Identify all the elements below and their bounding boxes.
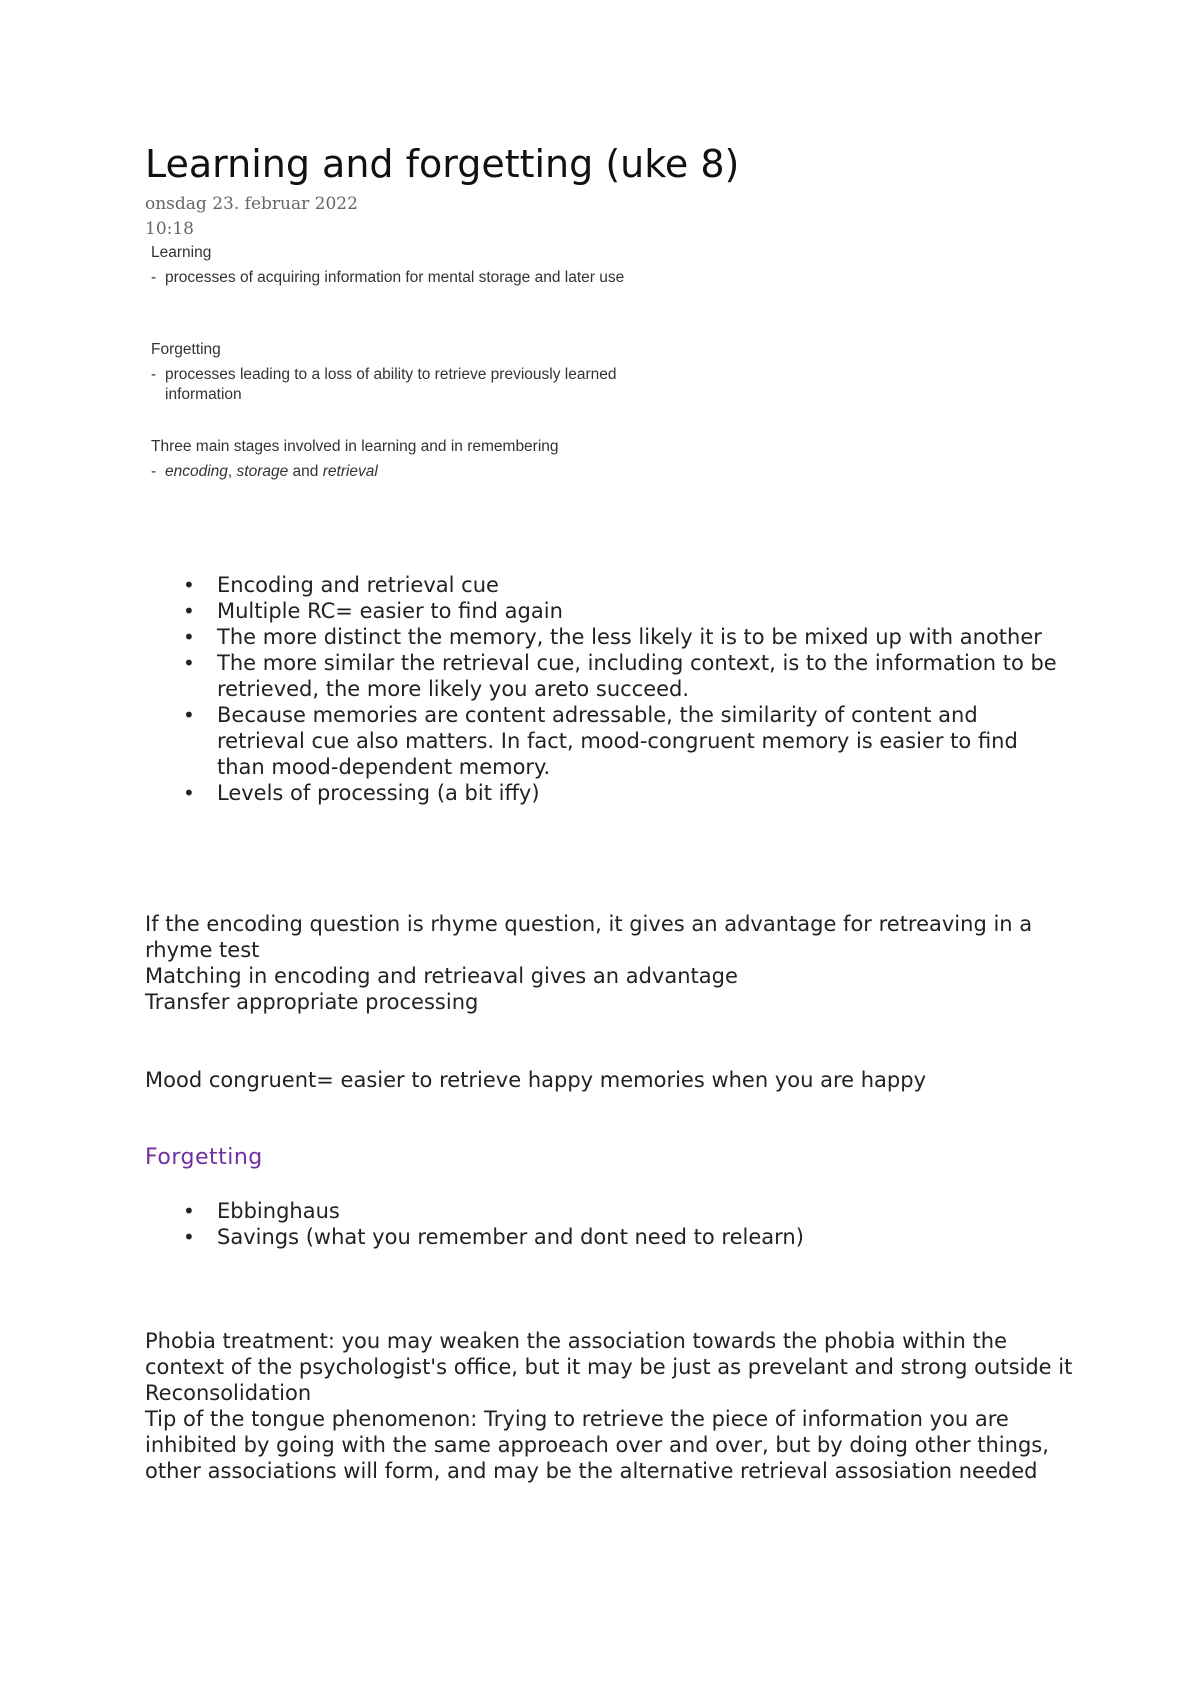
clip-stages-text xyxy=(165,462,671,482)
bullet-icon: • xyxy=(183,1225,195,1249)
dash-icon: - xyxy=(151,269,157,286)
list-item xyxy=(145,1198,1065,1224)
list-item xyxy=(145,650,1065,702)
list-item xyxy=(145,598,1065,624)
list-item-text: Levels of processing (a bit iffy) xyxy=(217,781,540,805)
term-retrieval: retrieval xyxy=(322,463,378,480)
bullet-icon: • xyxy=(183,573,195,597)
clip-stages-item xyxy=(151,462,671,482)
term-encoding: encoding xyxy=(165,463,228,480)
pasted-slide-clipping xyxy=(145,243,685,518)
bullet-list-encoding xyxy=(145,572,1065,806)
bullet-icon: • xyxy=(183,651,195,675)
note-date: onsdag 23. februar 2022 xyxy=(145,194,358,214)
term-and: and xyxy=(288,463,323,480)
paragraph-line: Tip of the tongue phenomenon: Trying to retrieve the piece of information you are inhibited by going with the same approeach over and over, but by doing other things, other associations will form, and may be the alternative retrieval assosiation needed xyxy=(145,1407,1049,1483)
list-item-text: The more distinct the memory, the less likely it is to be mixed up with another xyxy=(217,625,1042,649)
list-item-text: Multiple RC= easier to find again xyxy=(217,599,563,623)
paragraph-phobia-treatment xyxy=(145,1328,1075,1484)
dash-icon: - xyxy=(151,463,157,480)
list-item xyxy=(145,572,1065,598)
bullet-icon: • xyxy=(183,1199,195,1223)
paragraph-line: Transfer appropriate processing xyxy=(145,990,479,1014)
bullet-icon: • xyxy=(183,599,195,623)
paragraph-line: Reconsolidation xyxy=(145,1381,312,1405)
clip-forgetting-heading: Forgetting xyxy=(151,341,221,358)
term-storage: storage xyxy=(236,463,289,480)
clip-forgetting-item xyxy=(151,365,671,405)
clip-learning-item xyxy=(151,268,671,288)
list-item xyxy=(145,702,1065,780)
bullet-list-forgetting xyxy=(145,1198,1065,1250)
list-item-text: Encoding and retrieval cue xyxy=(217,573,499,597)
page-title: Learning and forgetting (uke 8) xyxy=(145,142,740,186)
list-item xyxy=(145,780,1065,806)
list-item-text: Because memories are content adressable, the similarity of content and retrieval cue also matters. In fact, mood-congruent memory is easier to find than mood-dependent memory. xyxy=(217,703,1018,779)
dash-icon: - xyxy=(151,366,157,383)
paragraph-encoding-match xyxy=(145,911,1075,1015)
paragraph-line: If the encoding question is rhyme question, it gives an advantage for retreaving in a rhyme test xyxy=(145,912,1033,962)
clip-learning-text: processes of acquiring information for mental storage and later use xyxy=(165,269,625,286)
list-item-text: The more similar the retrieval cue, including context, is to the information to be retrieved, the more likely you areto succeed. xyxy=(217,651,1057,701)
bullet-icon: • xyxy=(183,703,195,727)
bullet-icon: • xyxy=(183,625,195,649)
clip-stages-heading: Three main stages involved in learning and in remembering xyxy=(151,438,559,455)
paragraph-line: Phobia treatment: you may weaken the association towards the phobia within the context of the psychologist's office, but it may be just as prevelant and strong outside it xyxy=(145,1329,1073,1379)
list-item-text: Savings (what you remember and dont need to relearn) xyxy=(217,1225,804,1249)
list-item xyxy=(145,624,1065,650)
section-heading-forgetting: Forgetting xyxy=(145,1145,263,1170)
list-item-text: Ebbinghaus xyxy=(217,1199,340,1223)
clip-forgetting-text: processes leading to a loss of ability to retrieve previously learned information xyxy=(165,366,617,403)
bullet-icon: • xyxy=(183,781,195,805)
paragraph-line: Matching in encoding and retrieaval gives an advantage xyxy=(145,964,738,988)
paragraph-mood-congruent: Mood congruent= easier to retrieve happy memories when you are happy xyxy=(145,1068,926,1092)
term-sep: , xyxy=(227,463,237,480)
clip-learning-heading: Learning xyxy=(151,244,212,261)
note-time: 10:18 xyxy=(145,219,194,239)
list-item xyxy=(145,1224,1065,1250)
